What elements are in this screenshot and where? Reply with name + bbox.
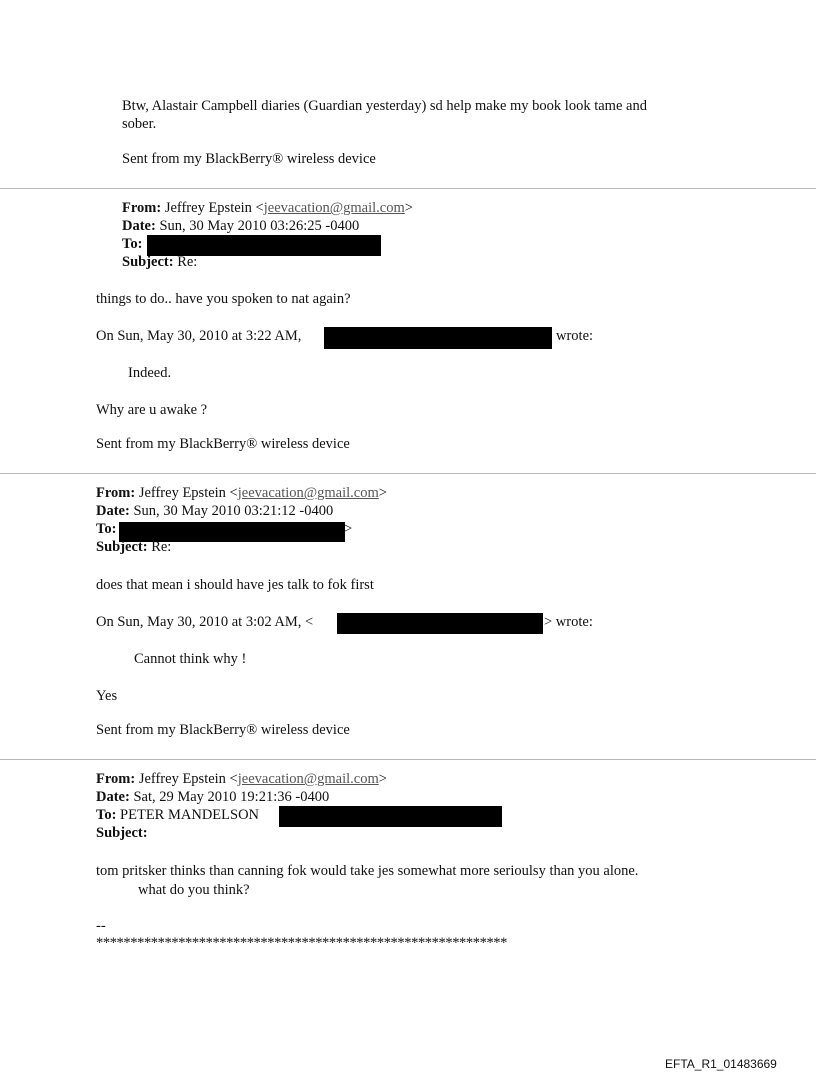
to-label: To: bbox=[96, 521, 117, 537]
email1-subject-value: Re: bbox=[177, 254, 198, 270]
email3-from-name: Jeffrey Epstein < bbox=[138, 771, 238, 787]
email1-from bbox=[122, 200, 413, 217]
email3-to bbox=[96, 807, 259, 824]
email2-quote-redaction bbox=[337, 613, 543, 634]
signature-dash: -- bbox=[96, 918, 106, 934]
from-label: From: bbox=[96, 485, 136, 501]
date-label: Date: bbox=[96, 789, 130, 805]
email2-to bbox=[96, 521, 116, 538]
signature-stars: ************************************************************ bbox=[96, 935, 508, 951]
email1-body: things to do.. have you spoken to nat again? bbox=[96, 291, 351, 307]
email1-quote-redaction bbox=[324, 327, 552, 349]
email2-subject-value: Re: bbox=[151, 539, 172, 555]
email2-from-close: > bbox=[378, 485, 387, 501]
email3-body-line-2: what do you think? bbox=[138, 882, 250, 898]
email3-date-value: Sat, 29 May 2010 19:21:36 -0400 bbox=[133, 789, 330, 805]
from-label: From: bbox=[122, 200, 162, 216]
top-sent-line: Sent from my BlackBerry® wireless device bbox=[122, 151, 376, 167]
email2-sent-line: Sent from my BlackBerry® wireless device bbox=[96, 722, 350, 738]
email3-to-name: PETER MANDELSON bbox=[120, 807, 260, 823]
email2-quote-head: On Sun, May 30, 2010 at 3:02 AM, < bbox=[96, 614, 314, 630]
to-label: To: bbox=[122, 236, 143, 252]
top-line-1: Btw, Alastair Campbell diaries (Guardian yesterday) sd help make my book look tame and bbox=[122, 98, 647, 114]
email3-to-redaction bbox=[279, 806, 502, 827]
email2-date-value: Sun, 30 May 2010 03:21:12 -0400 bbox=[133, 503, 334, 519]
date-label: Date: bbox=[96, 503, 130, 519]
email2-to-tail: > bbox=[344, 521, 353, 537]
separator-2 bbox=[0, 473, 816, 474]
email1-quote-head: On Sun, May 30, 2010 at 3:22 AM, bbox=[96, 328, 302, 344]
email2-date bbox=[96, 503, 333, 520]
document-id: EFTA_R1_01483669 bbox=[665, 1057, 777, 1071]
from-label: From: bbox=[96, 771, 136, 787]
email1-from-email[interactable]: jeevacation@gmail.com bbox=[263, 200, 405, 216]
email3-from-email[interactable]: jeevacation@gmail.com bbox=[237, 771, 379, 787]
email2-from-email[interactable]: jeevacation@gmail.com bbox=[237, 485, 379, 501]
email1-from-close: > bbox=[404, 200, 413, 216]
email3-body-line-1: tom pritsker thinks than canning fok would take jes somewhat more serioulsy than you alone. bbox=[96, 863, 639, 879]
email2-body: does that mean i should have jes talk to fok first bbox=[96, 577, 374, 593]
separator-1 bbox=[0, 188, 816, 189]
email1-from-name: Jeffrey Epstein < bbox=[164, 200, 264, 216]
email1-reply: Why are u awake ? bbox=[96, 402, 208, 418]
email1-subject bbox=[122, 254, 197, 271]
email2-subject bbox=[96, 539, 171, 556]
email2-from bbox=[96, 485, 387, 502]
email3-from-close: > bbox=[378, 771, 387, 787]
top-line-2: sober. bbox=[122, 116, 157, 132]
email1-quote-body: Indeed. bbox=[128, 365, 172, 381]
email2-quote-wrote: > wrote: bbox=[544, 614, 593, 630]
email2-from-name: Jeffrey Epstein < bbox=[138, 485, 238, 501]
email1-sent-line: Sent from my BlackBerry® wireless device bbox=[96, 436, 350, 452]
subject-label: Subject: bbox=[96, 539, 148, 555]
email3-from bbox=[96, 771, 387, 788]
email2-quote-body: Cannot think why ! bbox=[134, 651, 247, 667]
email1-date-value: Sun, 30 May 2010 03:26:25 -0400 bbox=[159, 218, 360, 234]
email1-quote-wrote: wrote: bbox=[556, 328, 594, 344]
email1-to bbox=[122, 236, 142, 253]
email1-date bbox=[122, 218, 359, 235]
subject-label: Subject: bbox=[96, 825, 148, 841]
subject-label: Subject: bbox=[122, 254, 174, 270]
email3-subject bbox=[96, 825, 148, 842]
date-label: Date: bbox=[122, 218, 156, 234]
email1-to-redaction bbox=[147, 235, 381, 256]
email3-date bbox=[96, 789, 329, 806]
separator-3 bbox=[0, 759, 816, 760]
to-label: To: bbox=[96, 807, 117, 823]
email2-reply: Yes bbox=[96, 688, 118, 704]
